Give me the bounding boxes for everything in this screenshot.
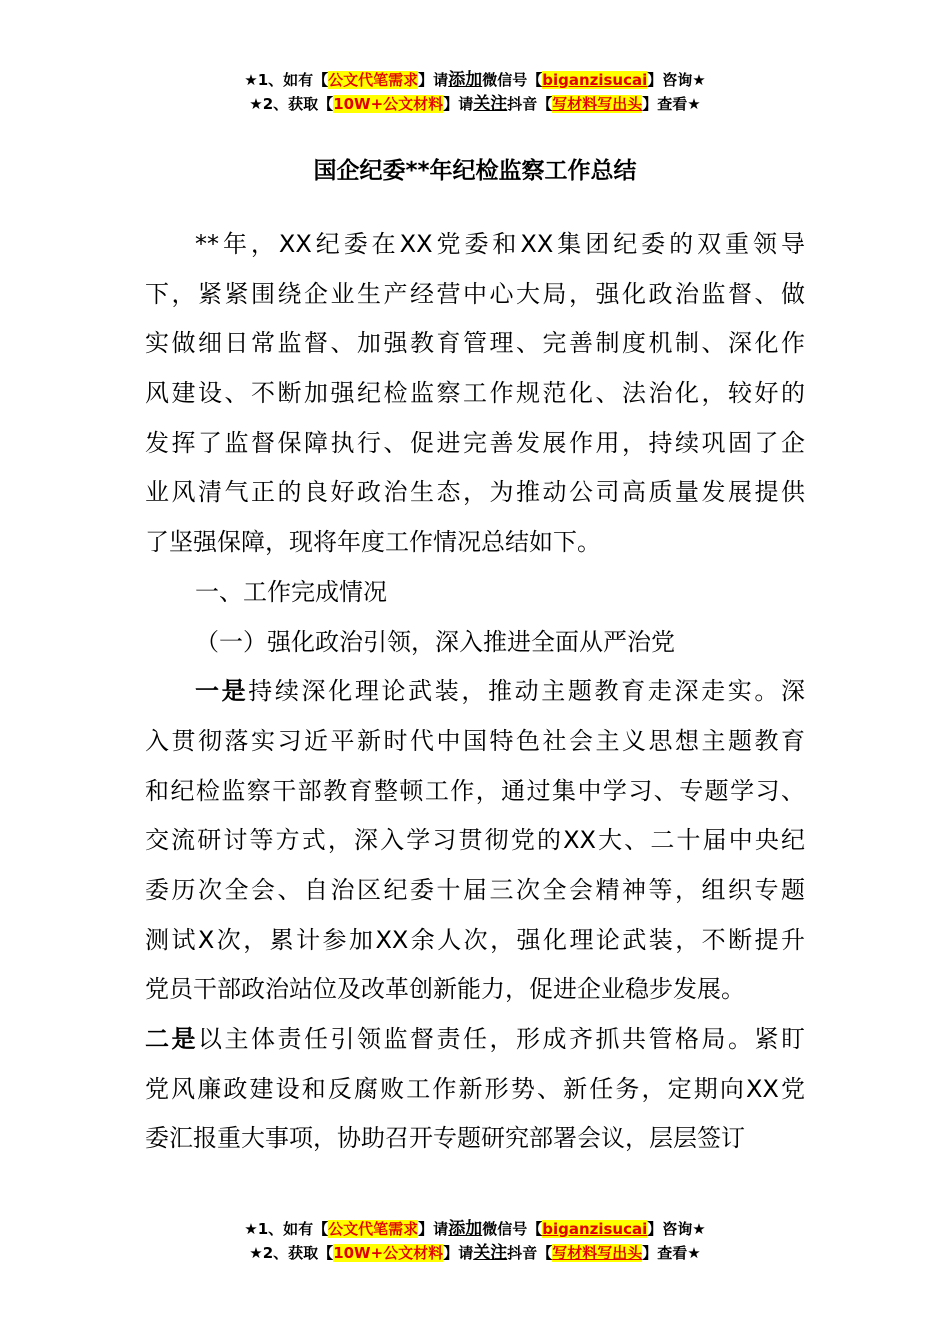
line-text: 委历次全会、自治区纪委十届三次全会精神等，组织专题 (145, 875, 805, 904)
text-line (145, 419, 805, 469)
text-line (145, 767, 805, 817)
text-line (145, 618, 805, 668)
banner-text: ★1、如有【 (244, 1220, 329, 1238)
banner-emphasis: 添加 (448, 70, 483, 90)
line-text: 实做细日常监督、加强教育管理、完善制度机制、深化作 (145, 329, 805, 358)
line-text: 交流研讨等方式，深入学习贯彻党的XX大、二十届中央纪 (145, 826, 805, 855)
banner-text: 】请 (418, 71, 449, 89)
bold-lead: 一是 (195, 677, 249, 706)
banner-line-1 (0, 68, 950, 92)
text-line (145, 220, 805, 270)
text-line (145, 468, 805, 518)
line-text: 党风廉政建设和反腐败工作新形势、新任务，定期向XX党 (145, 1074, 805, 1103)
line-text: **年，XX纪委在XX党委和XX集团纪委的双重领导 (195, 230, 805, 258)
line-text: 一、工作完成情况 (195, 577, 387, 606)
banner-text: 抖音【 (507, 95, 553, 113)
banner-emphasis: 关注 (473, 1243, 508, 1263)
banner-highlight: 10W+公文材料 (333, 1244, 444, 1262)
text-line (145, 270, 805, 320)
text-line (145, 667, 805, 717)
text-line (145, 816, 805, 866)
line-text: 风建设、不断加强纪检监察工作规范化、法治化，较好的 (145, 379, 805, 408)
banner-highlight: 公文代笔需求 (328, 1220, 419, 1238)
banner-emphasis: 关注 (473, 94, 508, 114)
text-line (145, 1065, 805, 1115)
text-line (145, 1015, 805, 1065)
banner-highlight: 写材料写出头 (552, 95, 643, 113)
line-text: 以主体责任引领监督责任，形成齐抓共管格局。紧盯 (198, 1025, 805, 1053)
banner-emphasis: 添加 (448, 1219, 483, 1239)
text-line (145, 965, 805, 1015)
banner-text: 微信号【 (482, 1220, 543, 1238)
banner-highlight: 10W+公文材料 (333, 95, 444, 113)
banner-line-1 (0, 1217, 950, 1241)
line-text: 下，紧紧围绕企业生产经营中心大局，强化政治监督、做 (145, 279, 805, 308)
text-line (145, 866, 805, 916)
banner-text: 】请 (443, 95, 474, 113)
banner-highlight: 公文代笔需求 (328, 71, 419, 89)
text-line (145, 518, 805, 568)
line-text: 党员干部政治站位及改革创新能力，促进企业稳步发展。 (145, 975, 745, 1004)
banner-text: ★1、如有【 (244, 71, 329, 89)
bottom-banner (0, 1217, 950, 1265)
banner-text: 】查看★ (642, 1244, 701, 1262)
banner-line-2 (0, 1241, 950, 1265)
banner-text: 微信号【 (482, 71, 543, 89)
banner-line-2 (0, 92, 950, 116)
text-line (145, 717, 805, 767)
text-line (145, 568, 805, 618)
banner-highlight: 写材料写出头 (552, 1244, 643, 1262)
banner-text: ★2、获取【 (249, 1244, 334, 1262)
line-text: 和纪检监察干部教育整顿工作，通过集中学习、专题学习、 (145, 776, 805, 805)
banner-text: 】请 (443, 1244, 474, 1262)
text-line (145, 369, 805, 419)
line-text: 测试X次，累计参加XX余人次，强化理论武装，不断提升 (145, 925, 805, 954)
document-title: 国企纪委**年纪检监察工作总结 (313, 158, 637, 184)
banner-text: 】请 (418, 1220, 449, 1238)
text-line (145, 1114, 805, 1164)
top-banner (0, 68, 950, 116)
banner-text: 】咨询★ (647, 1220, 706, 1238)
banner-text: 】查看★ (642, 95, 701, 113)
line-text: 入贯彻落实习近平新时代中国特色社会主义思想主题教育 (145, 726, 805, 755)
banner-highlight: biganzisucai (542, 71, 648, 89)
line-text: 委汇报重大事项，协助召开专题研究部署会议，层层签订 (145, 1124, 745, 1153)
banner-text: 抖音【 (507, 1244, 553, 1262)
bold-lead: 二是 (145, 1025, 198, 1053)
line-text: 了坚强保障，现将年度工作情况总结如下。 (145, 528, 601, 557)
banner-text: 】咨询★ (647, 71, 706, 89)
line-text: （一）强化政治引领，深入推进全面从严治党 (195, 627, 675, 656)
banner-highlight: biganzisucai (542, 1220, 648, 1238)
line-text: 持续深化理论武装，推动主题教育走深走实。深 (248, 677, 806, 706)
line-text: 发挥了监督保障执行、促进完善发展作用，持续巩固了企 (145, 428, 805, 457)
document-body (145, 220, 805, 1164)
banner-text: ★2、获取【 (249, 95, 334, 113)
line-text: 业风清气正的良好政治生态，为推动公司高质量发展提供 (145, 478, 805, 507)
text-line (145, 916, 805, 966)
text-line (145, 319, 805, 369)
